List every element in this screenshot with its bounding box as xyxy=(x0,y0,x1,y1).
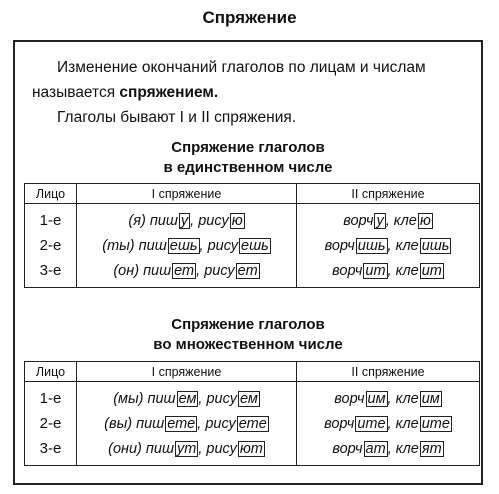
pronoun: (ты) xyxy=(102,237,139,254)
stem: кле xyxy=(395,415,419,432)
ending-box: ат xyxy=(365,440,386,457)
stem: кле xyxy=(393,212,417,229)
stem: ворч xyxy=(332,440,363,457)
stem: пиш xyxy=(136,415,165,432)
ending-box: ит xyxy=(421,262,442,279)
stem: кле xyxy=(395,440,419,457)
pronoun: (вы) xyxy=(104,415,137,432)
intro-text xyxy=(32,55,477,130)
table-header-row xyxy=(25,184,480,204)
page-title: Спряжение xyxy=(202,8,297,27)
ending-box: им xyxy=(421,390,440,407)
conj1-cell: (вы) пиш ете , рису ете xyxy=(77,411,297,436)
face-cell: 1-е xyxy=(25,382,77,412)
face-cell: 3-е xyxy=(25,436,77,466)
stem: рису xyxy=(206,440,237,457)
plural-table xyxy=(24,361,480,466)
ending-box: ете xyxy=(238,415,267,432)
ending-box: ит xyxy=(365,262,386,279)
pronoun: (они) xyxy=(108,440,146,457)
table-row xyxy=(25,411,480,436)
ending-box: ят xyxy=(421,440,442,457)
ending-box: ем xyxy=(178,390,197,407)
plural-title-line1: Спряжение глаголов xyxy=(171,316,325,333)
header-face: Лицо xyxy=(25,362,77,382)
stem: ворч xyxy=(334,390,365,407)
table-row xyxy=(25,233,480,258)
conj1-cell: (мы) пиш ем , рису ем xyxy=(77,382,297,412)
ending-box: у xyxy=(376,212,384,229)
ending-box: ите xyxy=(357,415,386,432)
intro-paragraph-2: Глаголы бывают I и II спряжения. xyxy=(57,109,297,126)
stem: рису xyxy=(207,237,239,254)
intro-text-regular: Изменение окончаний глаголов по лицам и числам называется xyxy=(32,59,426,101)
ending-box: ут xyxy=(177,440,197,457)
conj1-cell: (они) пиш ут , рису ют xyxy=(77,436,297,466)
stem: рису xyxy=(198,212,229,229)
stem: пиш xyxy=(138,237,167,254)
ending-box: ем xyxy=(239,390,258,407)
ending-box: им xyxy=(367,390,386,407)
header-conj-2: II спряжение xyxy=(297,362,480,382)
ending-box: ю xyxy=(231,212,243,229)
stem: рису xyxy=(205,415,236,432)
table-row xyxy=(25,382,480,412)
ending-box: ет xyxy=(174,262,195,279)
face-cell: 3-е xyxy=(25,258,77,288)
stem: кле xyxy=(395,262,419,279)
conj2-cell: ворч им , кле им xyxy=(297,382,480,412)
stem: ворч xyxy=(343,212,374,229)
stem: ворч xyxy=(332,262,363,279)
header-conj-1: I спряжение xyxy=(77,362,297,382)
header-conj-2: II спряжение xyxy=(297,184,480,204)
face-cell: 2-е xyxy=(25,233,77,258)
conj1-cell: (я) пиш у , рису ю xyxy=(77,204,297,234)
header-conj-1: I спряжение xyxy=(77,184,297,204)
table-row xyxy=(25,436,480,466)
stem: кле xyxy=(395,390,419,407)
conj2-cell: ворч ишь , кле ишь xyxy=(297,233,480,258)
face-cell: 1-е xyxy=(25,204,77,234)
table-row xyxy=(25,258,480,288)
conj1-cell: (ты) пиш ешь , рису ешь xyxy=(77,233,297,258)
face-cell: 2-е xyxy=(25,411,77,436)
table-header-row xyxy=(25,362,480,382)
pronoun: (мы) xyxy=(113,390,148,407)
pronoun: (я) xyxy=(128,212,150,229)
conj1-cell: (он) пиш ет , рису ет xyxy=(77,258,297,288)
plural-section-title xyxy=(13,315,483,355)
stem: пиш xyxy=(143,262,172,279)
singular-section-title xyxy=(13,138,483,178)
ending-box: ю xyxy=(419,212,431,229)
stem: пиш xyxy=(149,212,178,229)
conj2-cell: ворч ите , кле ите xyxy=(297,411,480,436)
stem: ворч xyxy=(324,237,355,254)
conj2-cell: ворч ит , кле ит xyxy=(297,258,480,288)
stem: рису xyxy=(204,262,235,279)
table-row xyxy=(25,204,480,234)
stem: пиш xyxy=(145,440,175,457)
ending-box: ешь xyxy=(169,237,198,254)
ending-box: у xyxy=(180,212,189,229)
ending-box: ешь xyxy=(241,237,269,254)
conj2-cell: ворч ат , кле ят xyxy=(297,436,480,466)
plural-title-line2: во множественном числе xyxy=(153,336,343,353)
intro-term-bold: спряжением. xyxy=(119,84,219,101)
singular-title-line1: Спряжение глаголов xyxy=(171,139,325,156)
ending-box: ют xyxy=(239,440,263,457)
ending-box: ишь xyxy=(421,237,450,254)
conj2-cell: ворч у , кле ю xyxy=(297,204,480,234)
singular-table xyxy=(24,183,480,288)
header-face: Лицо xyxy=(25,184,77,204)
ending-box: ите xyxy=(421,415,450,432)
ending-box: ете xyxy=(167,415,196,432)
stem: ворч xyxy=(324,415,355,432)
ending-box: ишь xyxy=(357,237,386,254)
singular-title-line2: в единственном числе xyxy=(163,159,333,176)
stem: рису xyxy=(206,390,237,407)
stem: кле xyxy=(395,237,419,254)
ending-box: ет xyxy=(237,262,258,279)
stem: пиш xyxy=(147,390,176,407)
pronoun: (он) xyxy=(113,262,144,279)
intro-paragraph-1 xyxy=(32,55,477,105)
